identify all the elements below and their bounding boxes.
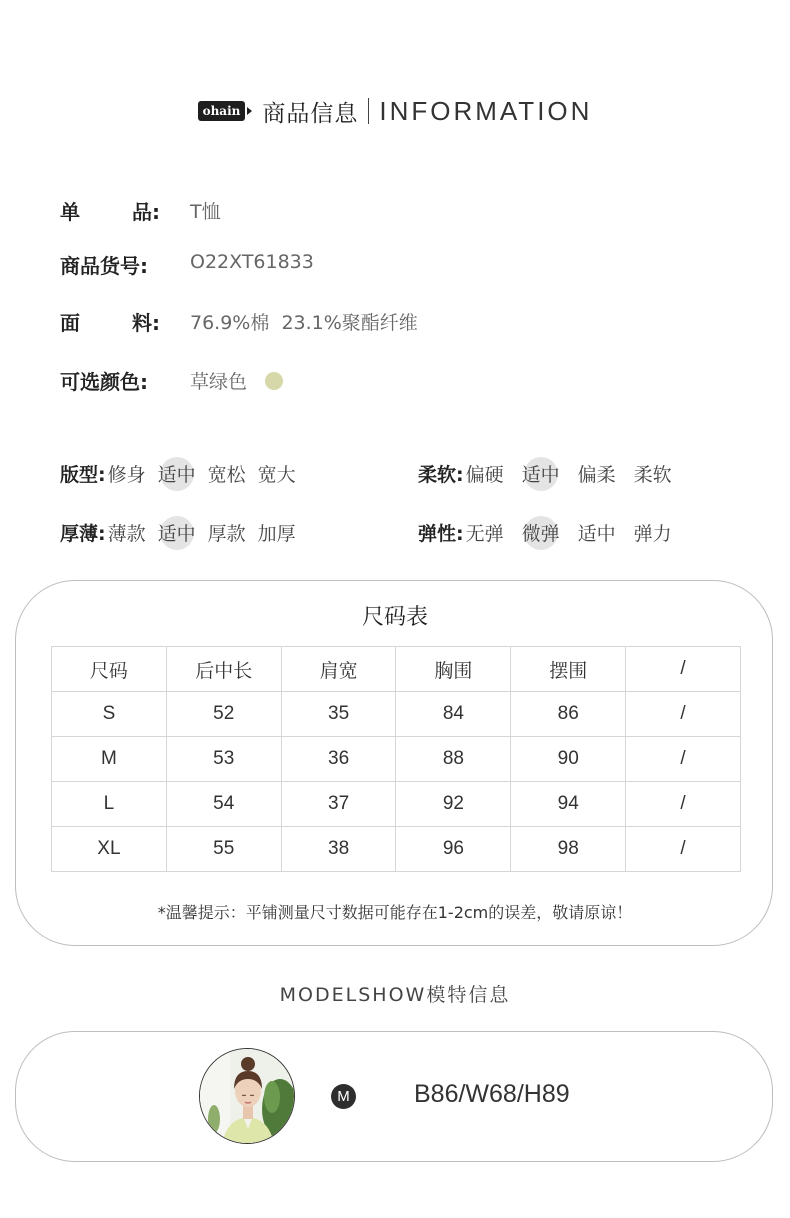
fabric-label: 面 料: xyxy=(60,311,160,335)
model-measurements: B86/W68/H89 xyxy=(414,1080,570,1108)
model-photo-icon xyxy=(200,1049,295,1144)
logo-arrow-icon xyxy=(247,107,252,115)
table-cell: 37 xyxy=(281,782,396,827)
attr-softness-label: 柔软: xyxy=(418,464,464,486)
table-cell: / xyxy=(626,692,741,737)
table-header-cell: / xyxy=(626,647,741,692)
model-size-badge: M xyxy=(331,1084,356,1109)
table-cell: 98 xyxy=(511,827,626,872)
sku-value: O22XT61833 xyxy=(190,251,314,273)
attr-softness-option: 偏柔 xyxy=(577,464,616,486)
table-cell: 52 xyxy=(166,692,281,737)
attr-fit-option: 修身 xyxy=(107,464,146,486)
table-cell: L xyxy=(52,782,167,827)
table-cell: 86 xyxy=(511,692,626,737)
attr-elasticity-option: 弹力 xyxy=(633,523,672,545)
attr-elasticity xyxy=(418,519,684,546)
color-swatch xyxy=(265,372,283,390)
table-cell: / xyxy=(626,827,741,872)
model-info-panel xyxy=(15,1031,773,1162)
header-title-cn: 商品信息 xyxy=(262,100,359,127)
header-title-en: INFORMATION xyxy=(379,95,593,126)
table-cell: 36 xyxy=(281,737,396,782)
table-header-cell: 胸围 xyxy=(396,647,511,692)
table-cell: 94 xyxy=(511,782,626,827)
size-chart-table xyxy=(51,646,741,872)
color-value-wrap xyxy=(190,367,283,394)
table-cell: XL xyxy=(52,827,167,872)
attr-elasticity-option-selected: 微弹 xyxy=(522,519,560,546)
table-header-cell: 摆围 xyxy=(511,647,626,692)
table-cell: 55 xyxy=(166,827,281,872)
attr-fit xyxy=(60,460,308,487)
item-label: 单 品: xyxy=(60,200,160,224)
table-cell: 92 xyxy=(396,782,511,827)
brand-logo: ohain xyxy=(198,101,246,121)
section-header xyxy=(0,88,790,134)
table-header-row xyxy=(52,647,741,692)
table-cell: / xyxy=(626,737,741,782)
table-row xyxy=(52,737,741,782)
attr-thickness-option: 厚款 xyxy=(207,523,246,545)
attr-fit-option: 宽大 xyxy=(257,464,296,486)
table-row xyxy=(52,782,741,827)
table-cell: 53 xyxy=(166,737,281,782)
table-cell: 96 xyxy=(396,827,511,872)
attr-thickness-option-selected: 适中 xyxy=(158,519,196,546)
size-chart-title: 尺码表 xyxy=(361,605,428,630)
fabric-value: 76.9%棉 23.1%聚酯纤维 xyxy=(190,312,418,334)
color-value: 草绿色 xyxy=(190,371,248,393)
table-cell: 35 xyxy=(281,692,396,737)
attr-elasticity-option: 无弹 xyxy=(465,523,504,545)
color-label: 可选颜色: xyxy=(60,370,148,394)
table-cell: 84 xyxy=(396,692,511,737)
attr-thickness xyxy=(60,519,308,546)
attr-fit-option: 宽松 xyxy=(207,464,246,486)
attr-thickness-option: 加厚 xyxy=(257,523,296,545)
sku-label: 商品货号: xyxy=(60,254,148,278)
table-cell: S xyxy=(52,692,167,737)
attr-elasticity-label: 弹性: xyxy=(418,523,464,545)
table-cell: 88 xyxy=(396,737,511,782)
attr-softness-option: 柔软 xyxy=(633,464,672,486)
table-cell: 90 xyxy=(511,737,626,782)
size-chart-note: *温馨提示：平铺测量尺寸数据可能存在1-2cm的误差，敬请原谅！ xyxy=(157,903,633,922)
attr-fit-label: 版型: xyxy=(60,464,106,486)
table-cell: 38 xyxy=(281,827,396,872)
table-header-cell: 尺码 xyxy=(52,647,167,692)
table-header-cell: 肩宽 xyxy=(281,647,396,692)
table-cell: / xyxy=(626,782,741,827)
model-section-title: MODELSHOW模特信息 xyxy=(279,984,511,1006)
attr-fit-option-selected: 适中 xyxy=(158,460,196,487)
table-row xyxy=(52,692,741,737)
table-row xyxy=(52,827,741,872)
attr-softness-option-selected: 适中 xyxy=(522,460,560,487)
item-value: T恤 xyxy=(190,201,221,223)
table-header-cell: 后中长 xyxy=(166,647,281,692)
attr-softness xyxy=(418,460,684,487)
attr-thickness-option: 薄款 xyxy=(107,523,146,545)
attr-softness-option: 偏硬 xyxy=(465,464,504,486)
model-avatar xyxy=(199,1048,295,1144)
table-cell: M xyxy=(52,737,167,782)
attr-thickness-label: 厚薄: xyxy=(60,523,106,545)
header-divider xyxy=(368,98,369,124)
attr-elasticity-option: 适中 xyxy=(577,523,616,545)
table-cell: 54 xyxy=(166,782,281,827)
